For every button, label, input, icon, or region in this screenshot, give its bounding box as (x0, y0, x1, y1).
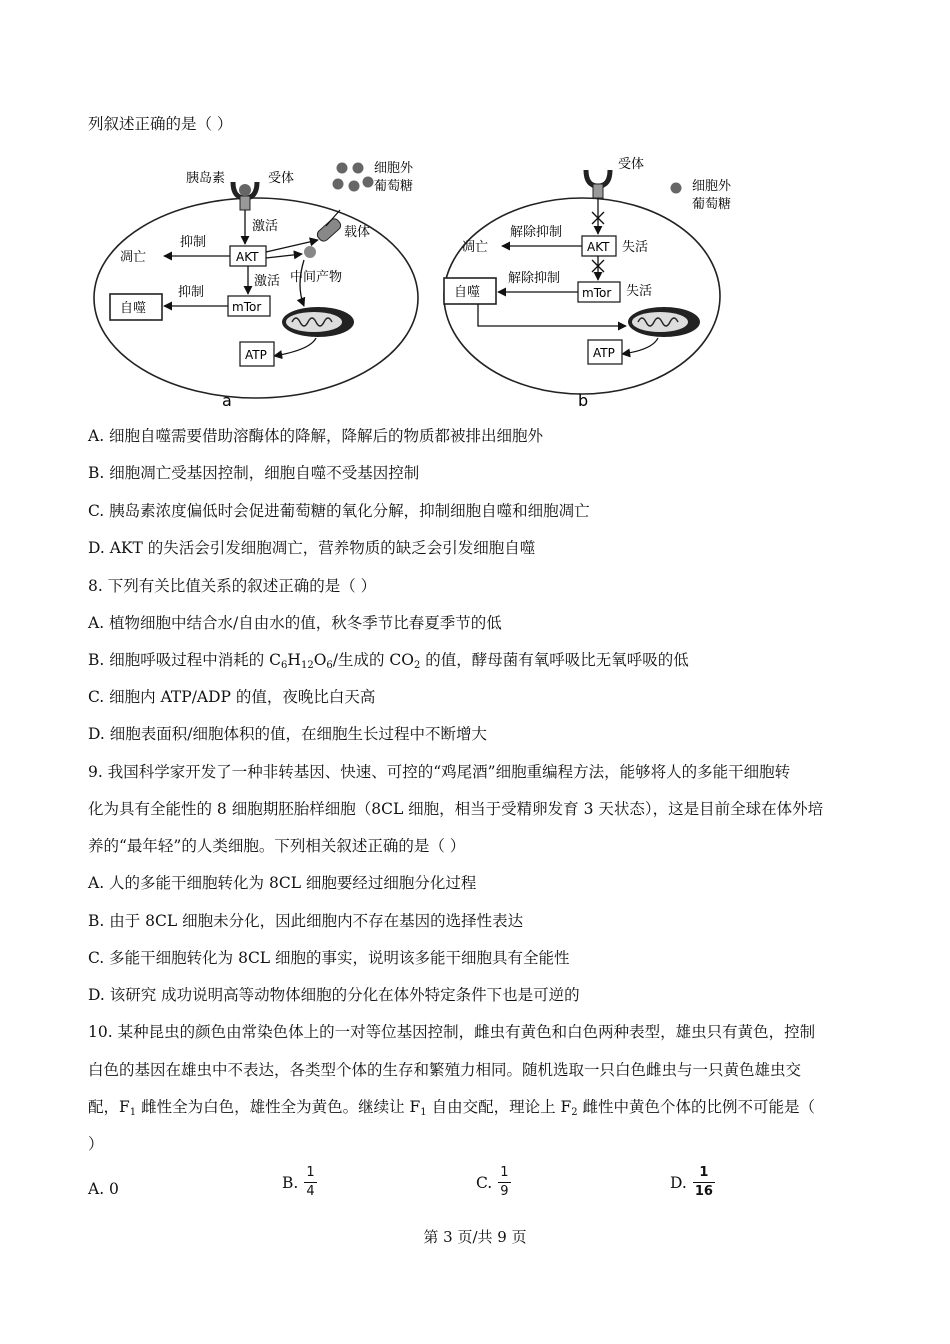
ext-glucose-a-line1: 细胞外 (374, 161, 414, 176)
atp-label-b: ATP (593, 346, 615, 360)
ext-glucose-a-line2: 葡萄糖 (374, 179, 414, 194)
akt-label-a: AKT (236, 250, 259, 264)
q10-option-a: A. 0 (88, 1180, 119, 1198)
intermediate-icon (304, 246, 316, 258)
release-label-2: 解除抑制 (508, 271, 561, 286)
mitochondrion-b-icon (628, 307, 700, 337)
q9-option-b: B. 由于 8CL 细胞未分化，因此细胞内不存在基因的选择性表达 (88, 912, 524, 930)
page-footer: 第 3 页/共 9 页 (423, 1228, 527, 1246)
fraction-one-ninth: $\frac{1}{9}$ (500, 1165, 509, 1199)
activate-label-1: 激活 (252, 219, 279, 234)
mtor-label-a: mTor (232, 300, 262, 314)
glucose-dots-a-icon (333, 163, 374, 192)
q9-stem-line2: 化为具有全能性的 8 细胞期胚胎样细胞（8CL 细胞，相当于受精卵发育 3 天状态），这是目前全球在体外培 (88, 800, 824, 818)
q8-option-b: B. 细胞呼吸过程中消耗的 $C_6H_{12}O_6/$生成的 $CO_2$ 的值，酵母菌有氧呼吸比无氧呼吸的低 (88, 651, 689, 671)
panel-a-caption: a (222, 391, 232, 410)
q10-stem-line3: 配，$F_1$ 雌性全为白色，雄性全为黄色。继续让 $F_1$ 自由交配，理论上 $F_2$ 雌性中黄色个体的比例不可能是（ (88, 1098, 816, 1118)
q9-option-a: A. 人的多能干细胞转化为 8CL 细胞要经过细胞分化过程 (88, 874, 477, 892)
apoptosis-label-a: 凋亡 (120, 250, 147, 265)
q8-stem: 8. 下列有关比值关系的叙述正确的是（ ） (88, 577, 377, 595)
q9-option-c: C. 多能干细胞转化为 8CL 细胞的事实，说明该多能干细胞具有全能性 (88, 949, 570, 967)
glucose-dot-b-icon (671, 183, 682, 194)
q10-option-c: C. $\frac{1}{9}$ (476, 1165, 509, 1199)
receptor-b-icon (586, 170, 610, 198)
fraction-one-quarter: $\frac{1}{4}$ (306, 1165, 315, 1199)
ext-glucose-b-line2: 葡萄糖 (692, 197, 732, 212)
ext-glucose-b-line1: 细胞外 (692, 179, 732, 194)
apoptosis-label-b: 凋亡 (462, 240, 489, 255)
panel-a (94, 161, 418, 410)
q10-option-d: D. $\frac{1}{16}$ (670, 1165, 713, 1199)
mtor-label-b: mTor (582, 286, 612, 300)
q10-option-b: B. $\frac{1}{4}$ (282, 1165, 315, 1199)
q7-option-b: B. 细胞凋亡受基因控制，细胞自噬不受基因控制 (88, 464, 420, 482)
atp-label-a: ATP (245, 348, 267, 362)
mitochondrion-a-icon (282, 307, 354, 337)
q7-option-a: A. 细胞自噬需要借助溶酶体的降解，降解后的物质都被排出细胞外 (88, 427, 544, 445)
inhibit-label-1: 抑制 (180, 235, 207, 250)
q9-stem-line3: 养的“最年轻”的人类细胞。下列相关叙述正确的是（ ） (88, 837, 466, 855)
carrier-label: 载体 (344, 225, 371, 240)
insulin-label: 胰岛素 (186, 171, 226, 186)
q10-stem-line4: ） (88, 1135, 104, 1153)
q9-option-d: D. 该研究 成功说明高等动物体细胞的分化在体外特定条件下也是可逆的 (88, 986, 580, 1004)
q10-options (88, 1166, 868, 1216)
receptor-a-label: 受体 (268, 171, 295, 186)
panel-b (444, 156, 732, 410)
q7-option-d: D. AKT 的失活会引发细胞凋亡，营养物质的缺乏会引发细胞自噬 (88, 539, 536, 557)
q10-stem-line1: 10. 某种昆虫的颜色由常染色体上的一对等位基因控制，雌虫有黄色和白色两种表型，雄虫只有黄色，控制 (88, 1023, 816, 1041)
autophagy-label-a: 自噬 (120, 301, 147, 316)
inhibit-label-2: 抑制 (178, 285, 205, 300)
q10-stem-line2: 白色的基因在雄虫中不表达，各类型个体的生存和繁殖力相同。随机选取一只白色雌虫与一只黄色雄虫交 (88, 1061, 802, 1079)
release-label-1: 解除抑制 (510, 225, 563, 240)
panel-b-caption: b (578, 391, 589, 410)
q8-option-d: D. 细胞表面积/细胞体积的值，在细胞生长过程中不断增大 (88, 725, 487, 743)
cell-signaling-figure (0, 150, 950, 450)
intermediate-label: 中间产物 (290, 270, 343, 285)
autophagy-label-b: 自噬 (454, 285, 481, 300)
q8-option-c: C. 细胞内 ATP/ADP 的值，夜晚比白天高 (88, 688, 376, 706)
q9-stem-line1: 9. 我国科学家开发了一种非转基因、快速、可控的“鸡尾酒”细胞重编程方法，能够将人的多能干细胞转 (88, 763, 791, 781)
q8-option-a: A. 植物细胞中结合水/自由水的值，秋冬季节比春夏季节的低 (88, 614, 502, 632)
inactive-label-1: 失活 (622, 240, 649, 255)
akt-label-b: AKT (587, 240, 610, 254)
question-7-stem-tail: 列叙述正确的是（ ） (88, 115, 233, 133)
q7-option-c: C. 胰岛素浓度偏低时会促进葡萄糖的氧化分解，抑制细胞自噬和细胞凋亡 (88, 502, 590, 520)
receptor-b-label: 受体 (618, 157, 645, 172)
inactive-label-2: 失活 (626, 284, 653, 299)
fraction-one-sixteenth: $\frac{1}{16}$ (694, 1165, 713, 1199)
activate-label-2: 激活 (254, 274, 281, 289)
